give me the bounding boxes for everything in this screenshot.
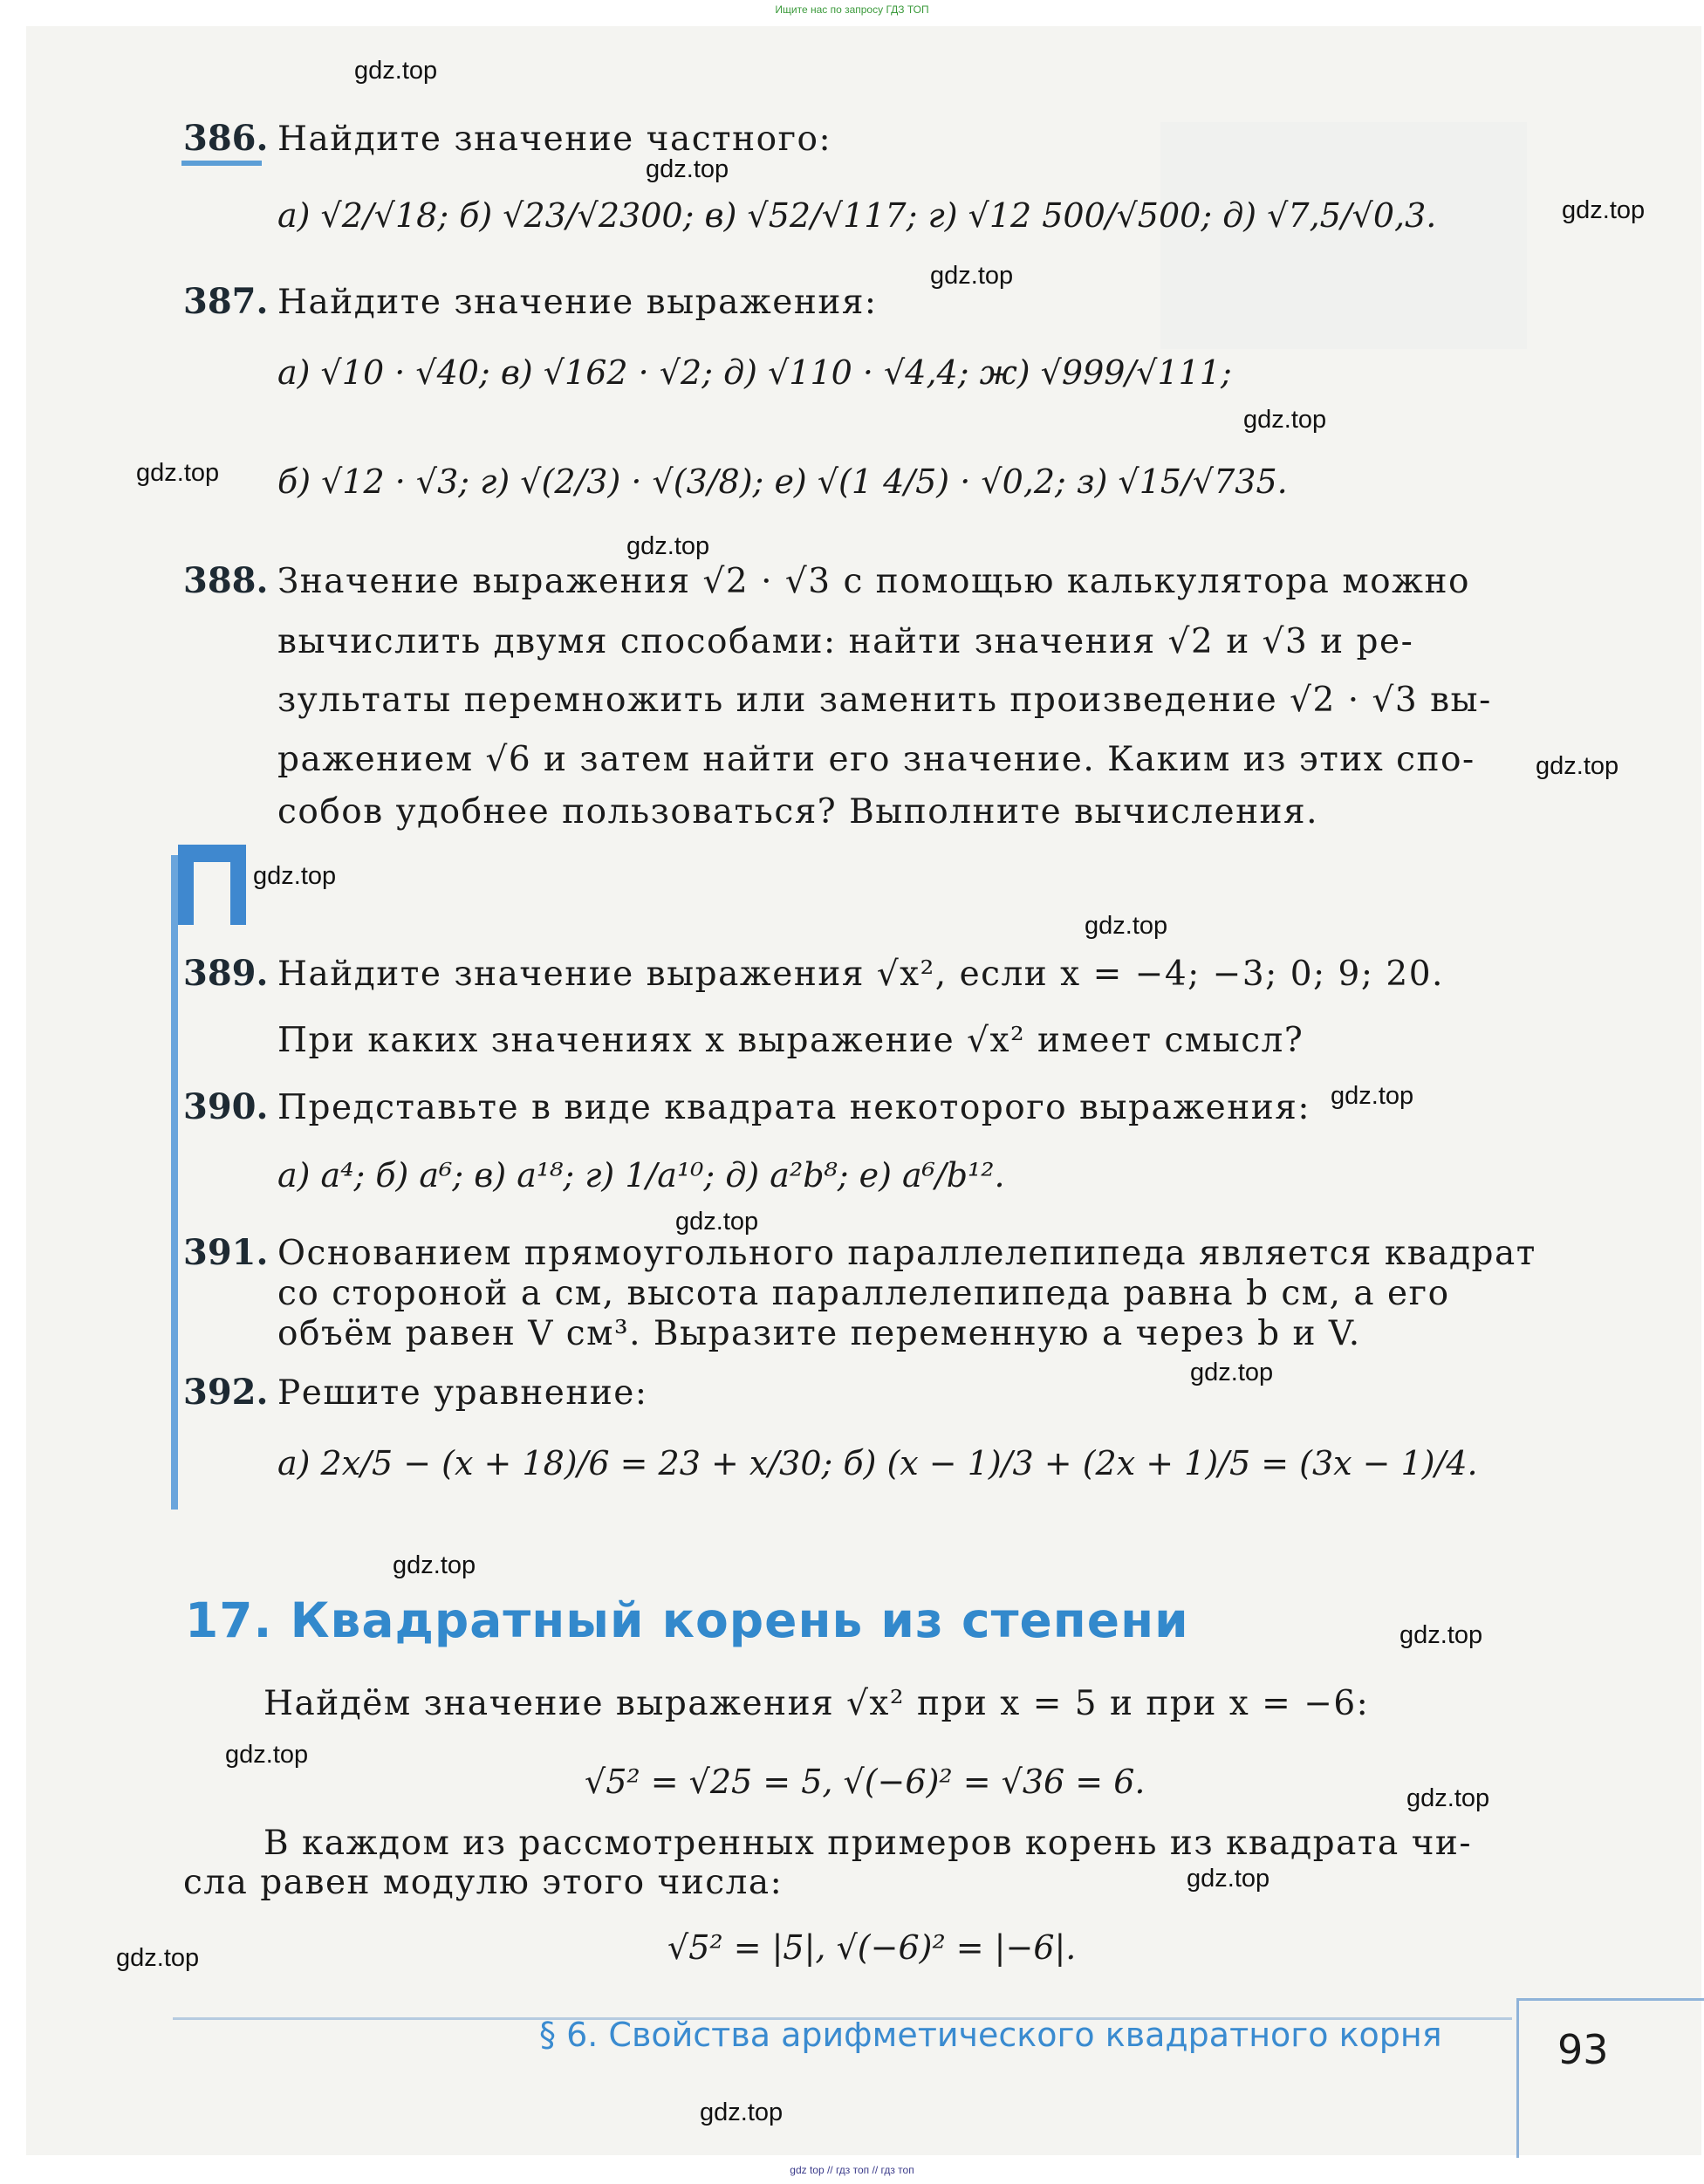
problem-390-number: 390. bbox=[183, 1086, 269, 1127]
bleed-through-shade bbox=[1160, 122, 1527, 349]
chapter-footer: § 6. Свойства арифметического квадратного корня bbox=[539, 2016, 1442, 2054]
problem-388-line4: ражением √6 и затем найти его значение. Каким из этих спо- bbox=[277, 740, 1475, 779]
problem-391-line1: Основанием прямоугольного параллелепипеда является квадрат bbox=[277, 1234, 1536, 1273]
watermark: gdz.top bbox=[1190, 1359, 1274, 1386]
problem-388-line1: Значение выражения √2 · √3 с помощью калькулятора можно bbox=[277, 562, 1470, 601]
bottom-note: gdz top // гдз топ // гдз топ bbox=[790, 2164, 914, 2176]
watermark: gdz.top bbox=[1085, 912, 1168, 940]
problem-389-line1: Найдите значение выражения √x², если x = −4; −3; 0; 9; 20. bbox=[277, 955, 1444, 994]
section-title: 17. Квадратный корень из степени bbox=[185, 1592, 1189, 1648]
problem-387-number: 387. bbox=[183, 281, 269, 322]
section-paragraph-2a: В каждом из рассмотренных примеров корень из квадрата чи- bbox=[263, 1824, 1473, 1863]
watermark: gdz.top bbox=[930, 262, 1014, 290]
watermark: gdz.top bbox=[1406, 1784, 1490, 1812]
problem-388-number: 388. bbox=[183, 560, 269, 601]
watermark: gdz.top bbox=[136, 459, 220, 487]
problem-386-text: Найдите значение частного: bbox=[277, 120, 832, 159]
problem-388-line3: зультаты перемножить или заменить произведение √2 · √3 вы- bbox=[277, 681, 1492, 720]
section-paragraph-1: Найдём значение выражения √x² при x = 5 и при x = −6: bbox=[263, 1684, 1370, 1723]
p-marker-icon-inner bbox=[194, 862, 230, 925]
section-paragraph-2b: сла равен модулю этого числа: bbox=[183, 1863, 784, 1902]
watermark: gdz.top bbox=[1399, 1621, 1483, 1649]
problem-387-options-row1: а) √10 · √40; в) √162 · √2; д) √110 · √4,4; ж) √999/√111; bbox=[277, 353, 1232, 392]
problem-386-options: а) √2/√18; б) √23/√2300; в) √52/√117; г) √12 500/√500; д) √7,5/√0,3. bbox=[277, 196, 1437, 235]
problem-392-options: а) 2x/5 − (x + 18)/6 = 23 + x/30; б) (x − 1)/3 + (2x + 1)/5 = (3x − 1)/4. bbox=[277, 1444, 1478, 1482]
problem-391-line2: со стороной a см, высота параллелепипеда равна b см, а его bbox=[277, 1274, 1450, 1313]
problem-388-line2: вычислить двумя способами: найти значения √2 и √3 и ре- bbox=[277, 622, 1414, 661]
section-formula-2: √5² = |5|, √(−6)² = |−6|. bbox=[667, 1928, 1077, 1967]
problem-392-text: Решите уравнение: bbox=[277, 1373, 648, 1413]
page-number-box bbox=[1516, 1998, 1704, 2158]
watermark: gdz.top bbox=[116, 1944, 200, 1972]
watermark: gdz.top bbox=[675, 1208, 759, 1236]
watermark: gdz.top bbox=[1536, 752, 1619, 780]
watermark: gdz.top bbox=[1243, 406, 1327, 434]
watermark: gdz.top bbox=[1187, 1865, 1270, 1893]
problem-392-number: 392. bbox=[183, 1372, 269, 1413]
problem-388-line5: собов удобнее пользоваться? Выполните вычисления. bbox=[277, 792, 1319, 832]
watermark: gdz.top bbox=[253, 862, 337, 890]
watermark: gdz.top bbox=[700, 2098, 784, 2126]
page-number: 93 bbox=[1557, 2026, 1609, 2073]
problem-387-options-row2: б) √12 · √3; г) √(2/3) · √(3/8); е) √(1 4/5) · √0,2; з) √15/√735. bbox=[277, 462, 1288, 501]
top-note: Ищите нас по запросу ГДЗ ТОП bbox=[775, 3, 929, 16]
problem-390-options: а) a⁴; б) a⁶; в) a¹⁸; г) 1/a¹⁰; д) a²b⁸; е) a⁶/b¹². bbox=[277, 1156, 1005, 1195]
problem-389-number: 389. bbox=[183, 953, 269, 994]
watermark: gdz.top bbox=[1331, 1082, 1414, 1110]
problem-389-line2: При каких значениях x выражение √x² имеет смысл? bbox=[277, 1021, 1304, 1060]
section-side-bar bbox=[171, 855, 178, 1510]
problem-386-number: 386. bbox=[183, 118, 269, 159]
watermark: gdz.top bbox=[225, 1741, 309, 1769]
problem-386-underline bbox=[181, 161, 262, 166]
watermark: gdz.top bbox=[646, 155, 729, 183]
problem-391-line3: объём равен V см³. Выразите переменную a через b и V. bbox=[277, 1314, 1361, 1353]
problem-387-text: Найдите значение выражения: bbox=[277, 283, 878, 322]
watermark: gdz.top bbox=[393, 1551, 476, 1579]
watermark: gdz.top bbox=[626, 532, 710, 560]
watermark: gdz.top bbox=[354, 57, 438, 85]
section-formula-1: √5² = √25 = 5, √(−6)² = √36 = 6. bbox=[585, 1763, 1146, 1801]
problem-390-text: Представьте в виде квадрата некоторого выражения: bbox=[277, 1088, 1311, 1127]
watermark: gdz.top bbox=[1562, 196, 1646, 224]
problem-391-number: 391. bbox=[183, 1232, 269, 1273]
